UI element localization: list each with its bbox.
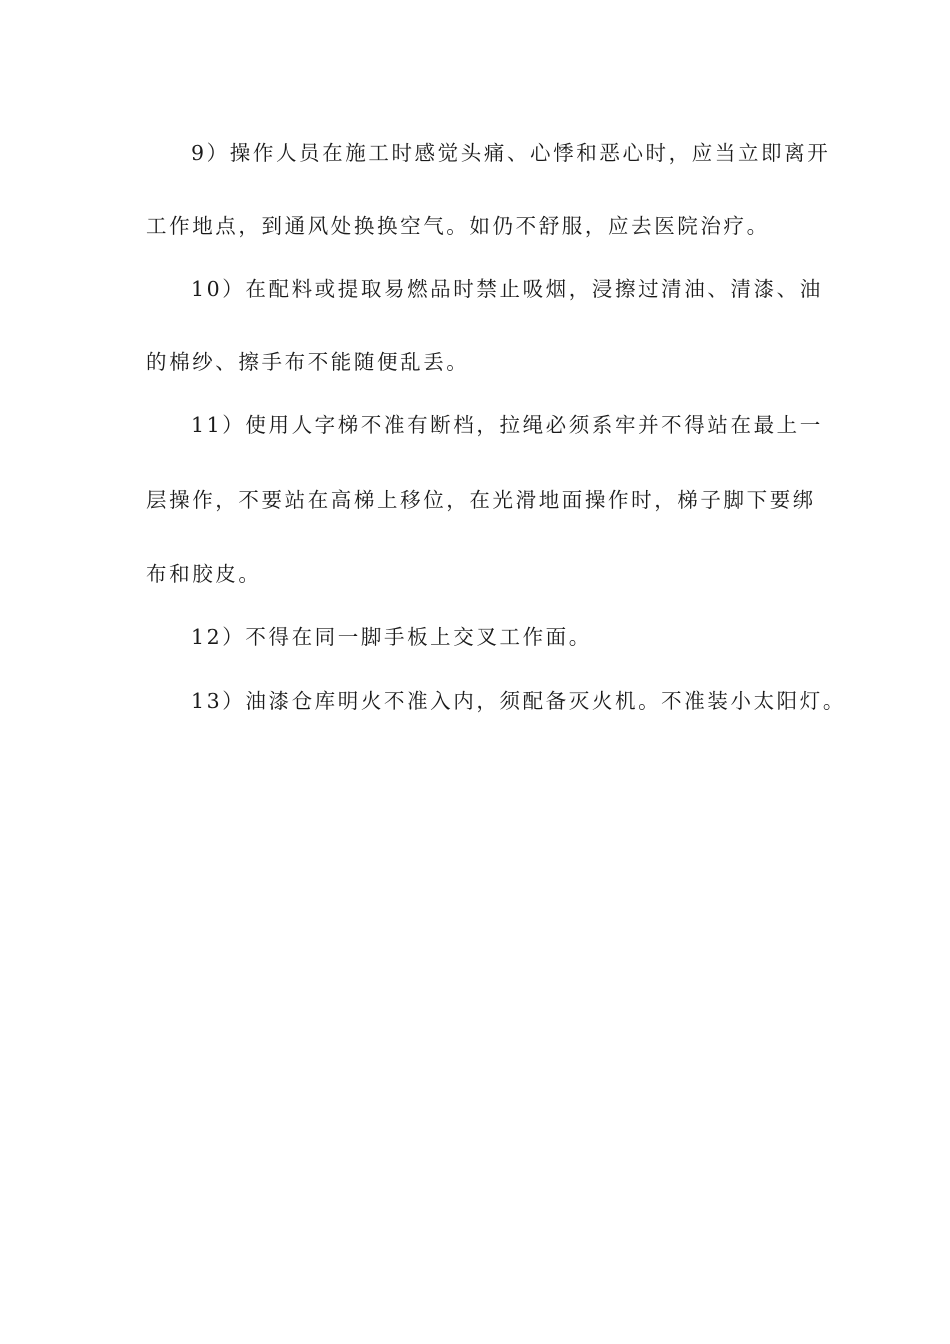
item-9-line-1: 9）操作人员在施工时感觉头痛、心悸和恶心时，应当立即离开 <box>191 141 831 165</box>
item-12-line-1: 12）不得在同一脚手板上交叉工作面。 <box>191 625 592 649</box>
item-9-line-2: 工作地点，到通风处换换空气。如仍不舒服，应去医院治疗。 <box>146 214 770 238</box>
item-10-line-2: 的棉纱、擦手布不能随便乱丢。 <box>146 350 470 374</box>
item-11-line-1: 11）使用人字梯不准有断档，拉绳必须系牢并不得站在最上一 <box>191 413 823 437</box>
item-11-line-2: 层操作，不要站在高梯上移位，在光滑地面操作时，梯子脚下要绑 <box>146 488 816 512</box>
item-11-line-3: 布和胶皮。 <box>146 562 262 586</box>
item-13-line-1: 13）油漆仓库明火不准入内，须配备灭火机。不准装小太阳灯。 <box>191 689 846 713</box>
item-10-line-1: 10）在配料或提取易燃品时禁止吸烟，浸擦过清油、清漆、油 <box>191 277 823 301</box>
